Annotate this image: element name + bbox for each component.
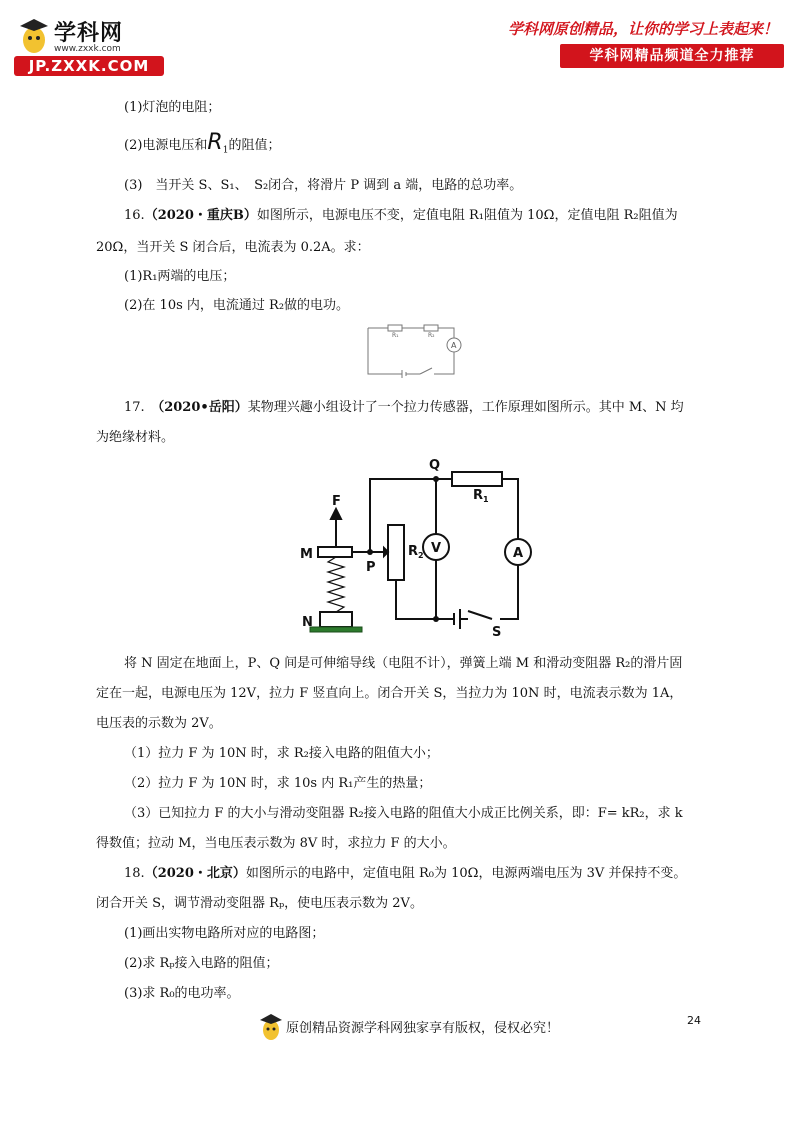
q17-label-r1: $R_1$ [473, 488, 489, 504]
q18-part2: (2)求 Rₚ接入电路的阻值； [124, 956, 279, 971]
logo-url: www.zxxk.com [54, 44, 121, 54]
channel-banner[interactable]: 学科网精品频道全力推荐 [560, 44, 784, 68]
footer-copyright: 原创精品资源学科网独家享有版权，侵权必究！ [286, 1021, 560, 1036]
q18-num: 18. [124, 866, 145, 881]
q17-label-p: P [366, 560, 376, 575]
q16-r2-label: R₂ [428, 332, 435, 339]
q16-stem [124, 207, 678, 225]
q17-label-v: V [431, 541, 442, 556]
q15-part2-tail: 的阻值； [228, 138, 281, 153]
footer-mascot-icon [258, 1012, 284, 1042]
q15-part2-text: (2)电源电压和 [124, 138, 208, 153]
q16-part2: (2)在 10s 内，电流通过 R₂做的电功。 [124, 298, 350, 313]
mascot-icon [16, 16, 52, 56]
q17-block-m [318, 547, 352, 557]
q17-para2: 定在一起，电源电压为 12V，拉力 F 竖直向上。闭合开关 S，当拉力为 10N 时，电流表示数为 1A， [96, 686, 683, 701]
q15-r-sub: 1 [222, 145, 229, 156]
q17-part3b: 得数值；拉动 M，当电压表示数为 8V 时，求拉力 F 的大小。 [96, 836, 456, 851]
q16-line1: 如图所示，电源电压不变，定值电阻 R₁阻值为 10Ω，定值电阻 R₂阻值为 [256, 208, 678, 223]
q18-line2: 闭合开关 S，调节滑动变阻器 Rₚ，使电压表示数为 2V。 [96, 896, 423, 911]
q17-spring-icon [328, 557, 344, 612]
q18-line1: 如图所示的电路中，定值电阻 R₀为 10Ω，电源两端电压为 3V 并保持不变。 [245, 866, 687, 881]
q17-part2: （2）拉力 F 为 10N 时，求 10s 内 R₁产生的热量； [124, 776, 432, 791]
q16-resistor-r2 [424, 325, 438, 331]
logo-text: 学科网 [54, 21, 124, 46]
page-number: 24 [687, 1014, 701, 1027]
q15-r-symbol: R [207, 130, 223, 155]
q17-label-n: N [302, 615, 313, 630]
q15-part2 [124, 130, 281, 160]
q17-source: （2020•岳阳） [157, 400, 248, 415]
q18-stem [124, 865, 686, 883]
q17-line1: 某物理兴趣小组设计了一个拉力传感器，工作原理如图所示。其中 M、N 均 [247, 400, 684, 415]
q18-part1: (1)画出实物电路所对应的电路图； [124, 926, 325, 941]
q17-part3a: （3）已知拉力 F 的大小与滑动变阻器 R₂接入电路的阻值大小成正比例关系，即：F= kR₂，求 k [124, 806, 683, 821]
q17-switch-icon [468, 611, 492, 619]
q17-label-q: Q [429, 458, 441, 473]
q17-ground [310, 627, 362, 632]
header-slogan: 学科网原创精品，让你的学习上表起来！ [507, 20, 778, 38]
q17-label-f: F [332, 494, 341, 509]
q16-source: （2020・重庆B） [144, 208, 257, 223]
q17-para1: 将 N 固定在地面上，P、Q 间是可伸缩导线（电阻不计），弹簧上端 M 和滑动变阻器 R₂的滑片固 [124, 656, 683, 671]
q17-line2: 为绝缘材料。 [96, 430, 175, 445]
site-logo[interactable] [14, 14, 164, 76]
q17-label-r2: $R_2$ [408, 544, 424, 560]
q15-part3: (3) 当开关 S、S₁、 S₂闭合，将滑片 P 调到 a 端，电路的总功率。 [124, 178, 523, 193]
q17-num: 17. [124, 400, 145, 415]
q16-r1-label: R₁ [392, 332, 399, 339]
q16-num: 16. [124, 208, 145, 223]
q17-circuit-diagram [300, 455, 550, 640]
q17-stem [124, 399, 684, 417]
logo-bar: JP.ZXXK.COM [14, 56, 164, 76]
q17-label-m: M [300, 547, 313, 562]
q15-part1: (1)灯泡的电阻； [124, 100, 221, 115]
q17-label-s: S [492, 625, 502, 640]
q17-resistor-r1 [452, 472, 502, 486]
q16-circuit-diagram [366, 320, 466, 382]
q18-part3: (3)求 R₀的电功率。 [124, 986, 240, 1001]
q17-rheostat-r2 [388, 525, 404, 580]
q16-part1: (1)R₁两端的电压； [124, 269, 236, 284]
q17-para3: 电压表的示数为 2V。 [96, 716, 222, 731]
q18-source: （2020・北京） [144, 866, 246, 881]
q17-part1: （1）拉力 F 为 10N 时，求 R₂接入电路的阻值大小； [124, 746, 439, 761]
q17-block-n [320, 612, 352, 627]
q16-line2: 20Ω，当开关 S 闭合后，电流表为 0.2A。求： [96, 240, 370, 255]
q16-switch-icon [420, 368, 432, 374]
q16-resistor-r1 [388, 325, 402, 331]
q16-ammeter-label: A [451, 341, 457, 350]
q17-label-a: A [513, 546, 524, 561]
